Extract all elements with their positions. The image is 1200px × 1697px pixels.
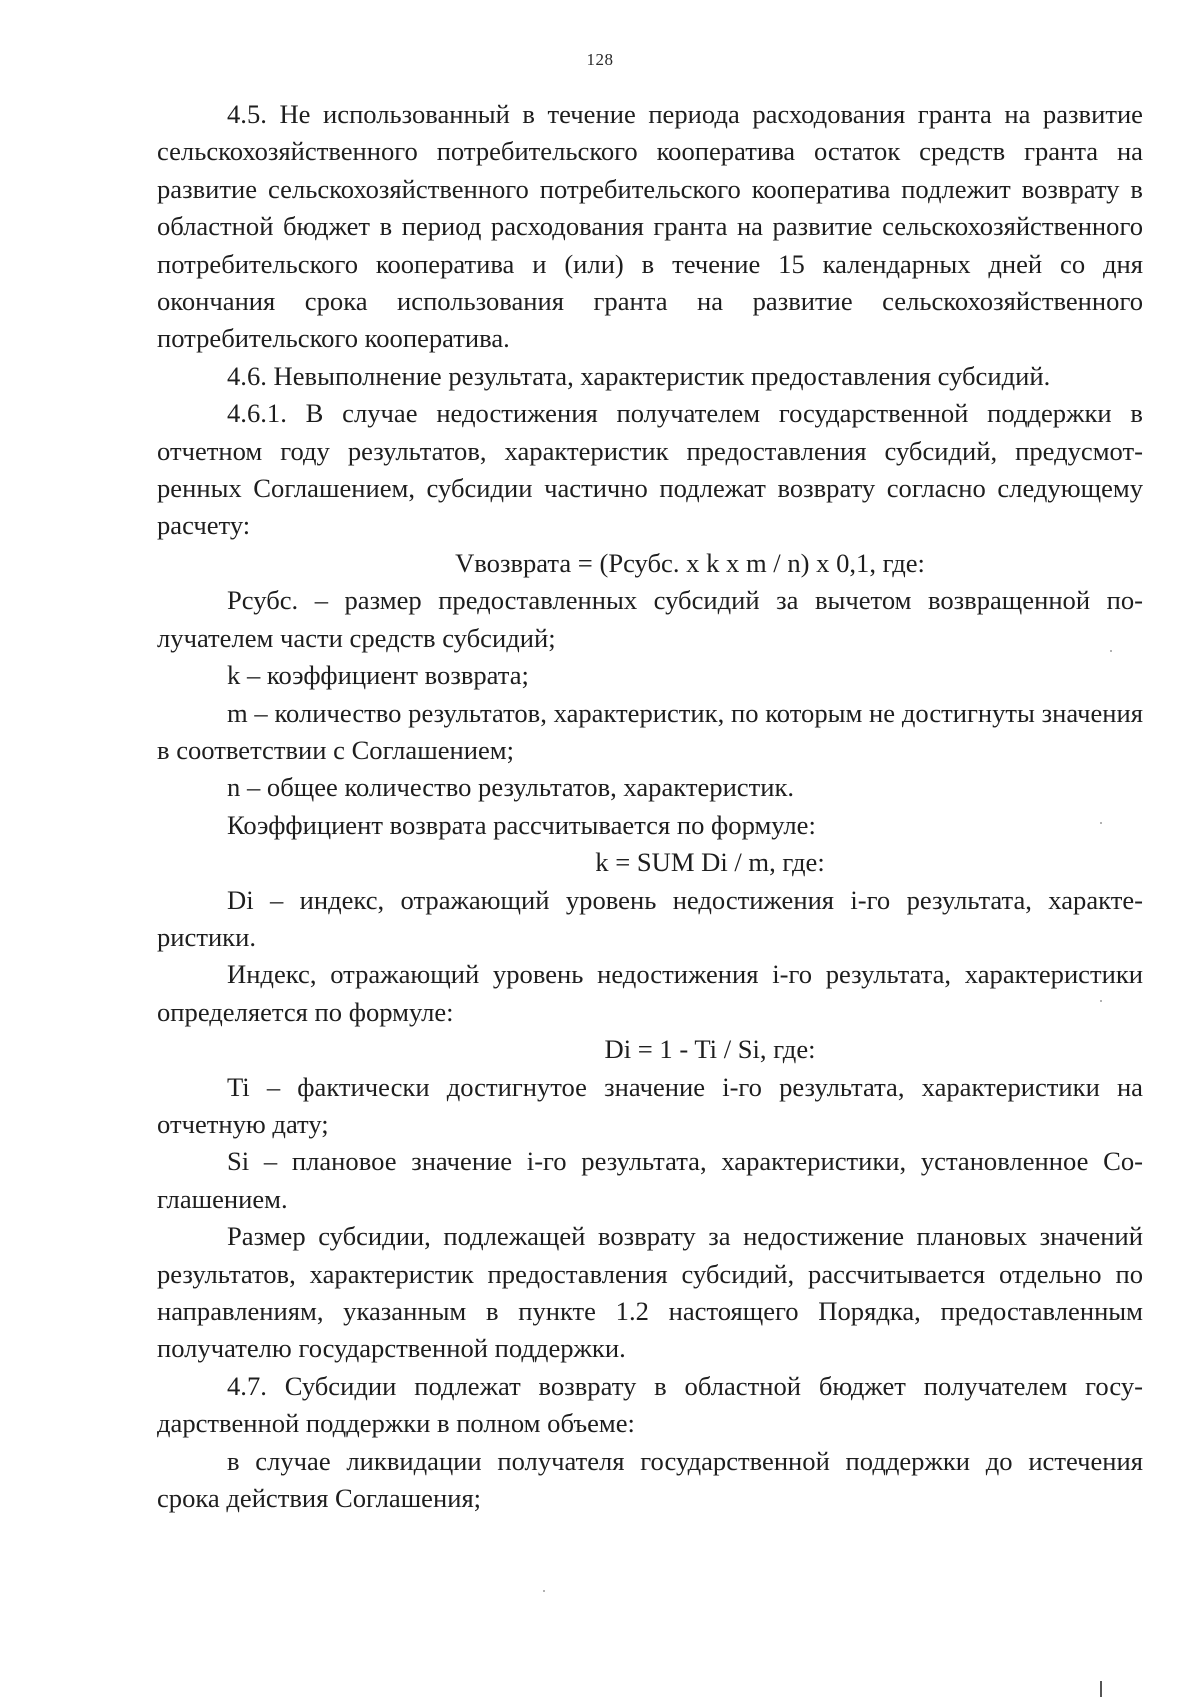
formula-return-amount: Vвозврата = (Рсубс. х k х m / n) х 0,1, где: bbox=[455, 547, 925, 578]
paragraph-4-6-1: 4.6.1. В случае недостижения получателем государственной поддержки в отчетном году результатов, характеристик предоставления субсидий, предусмотренных Соглашением, субсидии частично подлежат возврату согласно следующему расчету: bbox=[157, 398, 1143, 541]
scan-speck bbox=[1100, 822, 1102, 824]
formula-coefficient: k = SUM Di / m, где: bbox=[595, 847, 825, 878]
definition-k: k – коэффициент возврата; bbox=[227, 660, 529, 691]
definition-rsubs: Рсубс. – размер предоставленных субсидий за вычетом возвращенной получателем части средств субсидий; bbox=[157, 585, 1143, 653]
liquidation-clause: в случае ликвидации получателя государственной поддержки до истечения срока действия Соглашения; bbox=[157, 1445, 1143, 1514]
definition-di: Di – индекс, отражающий уровень недостижения i-го результата, характеристики. bbox=[157, 884, 1143, 952]
paragraph-4-5: 4.5. Не использованный в течение периода расходования гранта на развитие сельскохозяйственного потребительского кооператива остаток средств гранта на развитие сельскохозяйственного потребительского кооператива подлежит возврату в областной бюджет в период расходования гранта на развитие сельскохозяйственного потребительского кооператива и (или) в течение 15 календарных дней со дня окончания срока использования гранта на развитие сельскохозяйственного потребительского кооператива. bbox=[157, 99, 1143, 354]
paragraph-4-6: 4.6. Невыполнение результата, характеристик предоставления субсидий. bbox=[227, 360, 1051, 391]
subsidy-size-paragraph: Размер субсидии, подлежащей возврату за недостижение плановых значений результатов, характеристик предоставления субсидий, рассчитывается отдельно по направлениям, указанным в пункте 1.2 настоящего Порядка, предоставленным получателю государственной поддержки. bbox=[157, 1221, 1143, 1364]
index-intro: Индекс, отражающий уровень недостижения i-го результата, характеристики определяется по формуле: bbox=[157, 959, 1143, 1027]
definition-ti: Ti – фактически достигнутое значение i-го результата, характеристики на отчетную дату; bbox=[157, 1071, 1143, 1139]
definition-m: m – количество результатов, характеристик, по которым не достигнуты значения в соответствии с Соглашением; bbox=[157, 697, 1143, 765]
definition-si: Si – плановое значение i-го результата, характеристики, установленное Соглашением. bbox=[157, 1146, 1143, 1214]
scan-speck bbox=[1110, 650, 1112, 652]
definition-n: n – общее количество результатов, характеристик. bbox=[227, 772, 795, 803]
scan-mark bbox=[1100, 1681, 1102, 1697]
page-number: 128 bbox=[586, 50, 614, 69]
document-body bbox=[157, 96, 1143, 1517]
paragraph-4-7: 4.7. Субсидии подлежат возврату в областной бюджет получателем государственной поддержки в полном объеме: bbox=[157, 1370, 1143, 1439]
scan-speck bbox=[543, 1590, 545, 1592]
coefficient-intro: Коэффициент возврата рассчитывается по формуле: bbox=[227, 809, 816, 840]
scan-speck bbox=[1100, 1000, 1102, 1002]
formula-index: Di = 1 - Ti / Si, где: bbox=[604, 1034, 816, 1065]
